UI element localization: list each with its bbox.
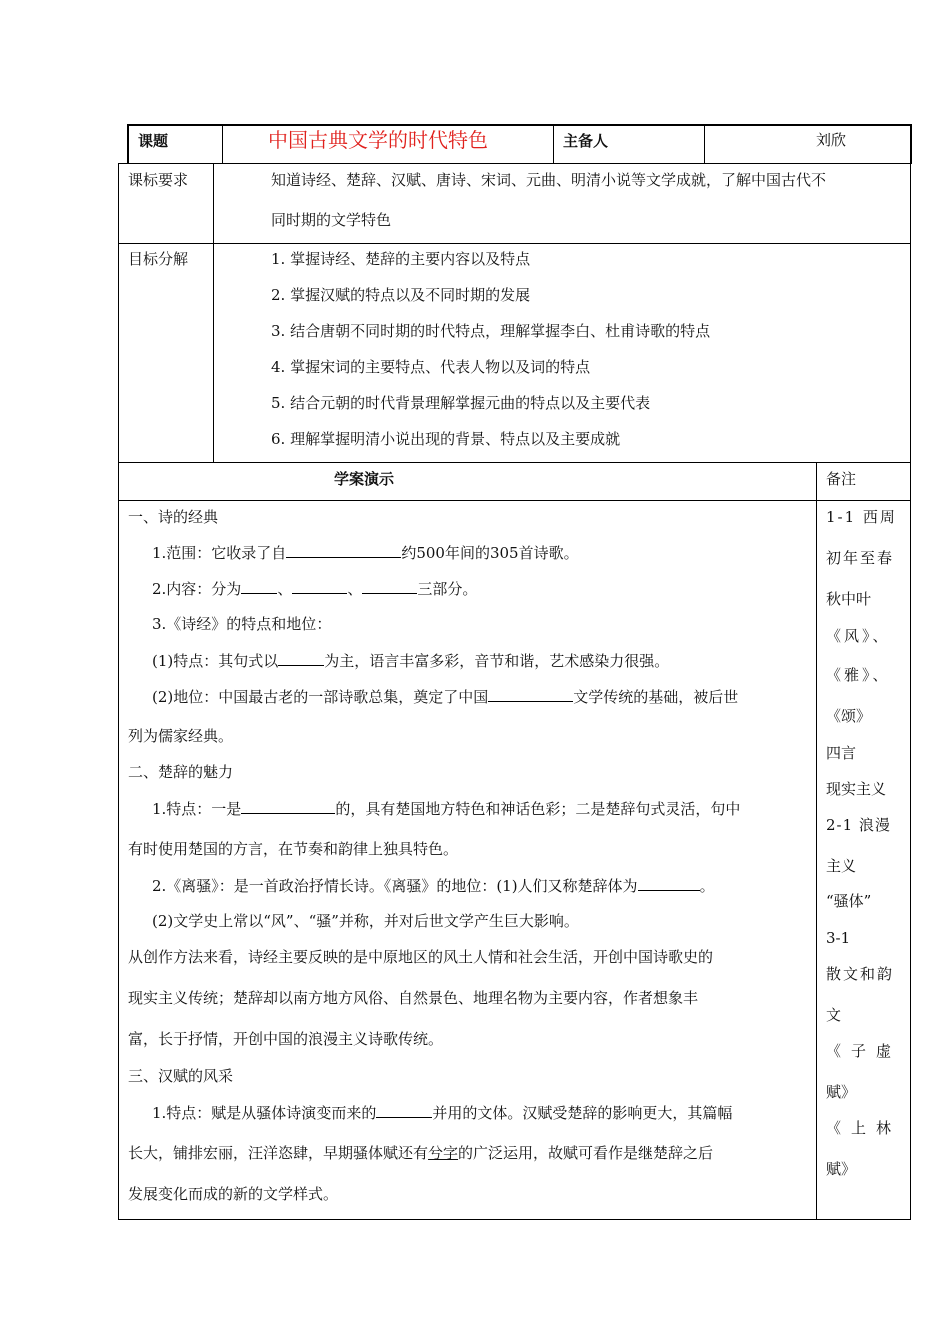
note-line: 1-1 西周 <box>826 508 897 526</box>
question-text: 2.内容：分为 <box>152 580 242 598</box>
note-line: 散文和韵 <box>826 965 895 983</box>
question-contents <box>152 578 477 599</box>
author-label: 主备人 <box>563 132 609 150</box>
standards-line-2: 同时期的文学特色 <box>271 211 392 229</box>
goals-label: 目标分解 <box>128 250 189 268</box>
question-lisao <box>152 875 715 896</box>
section-2-title: 二、楚辞的魅力 <box>128 763 234 781</box>
note-line: 《子虚 <box>826 1042 902 1060</box>
note-line: 《风》、 <box>826 627 891 645</box>
question-text: 的，具有楚国地方特色和神话色彩；二是楚辞句式灵活，句中 <box>335 800 741 818</box>
section-1-title: 一、诗的经典 <box>128 508 219 526</box>
note-line: 主义 <box>826 857 857 875</box>
question-text: 。 <box>699 877 715 895</box>
note-line: 秋中叶 <box>826 590 872 608</box>
answer-blank[interactable] <box>278 650 324 666</box>
answer-blank[interactable] <box>638 875 700 891</box>
goal-item: 3. 结合唐朝不同时期的时代特点，理解掌握李白、杜甫诗歌的特点 <box>271 322 711 340</box>
question-hanfu-feature <box>152 1102 732 1123</box>
goal-item: 4. 掌握宋词的主要特点、代表人物以及词的特点 <box>271 358 591 376</box>
question-range <box>152 542 579 563</box>
question-text: 、 <box>347 580 363 598</box>
paragraph-line: 现实主义传统；楚辞却以南方地方风俗、自然景色、地理名物为主要内容，作者想象丰 <box>128 989 699 1007</box>
answer-blank[interactable] <box>362 578 417 594</box>
standards-line-1: 知道诗经、楚辞、汉赋、唐诗、宋词、元曲、明清小说等文学成就，了解中国古代不 <box>271 171 827 189</box>
standards-label: 课标要求 <box>128 171 189 189</box>
goal-item: 1. 掌握诗经、楚辞的主要内容以及特点 <box>271 250 531 268</box>
section-notes-heading: 备注 <box>826 470 857 488</box>
question-text: (2)文学史上常以“风”、“骚”并称，并对后世文学产生巨大影响。 <box>152 912 579 930</box>
goal-item: 6. 理解掌握明清小说出现的背景、特点以及主要成就 <box>271 430 621 448</box>
question-text: 、 <box>277 580 293 598</box>
note-line: 《雅》、 <box>826 666 891 684</box>
note-line: 3-1 <box>826 929 851 947</box>
answer-blank[interactable] <box>241 578 277 594</box>
question-status <box>152 686 738 707</box>
question-text: 的广泛运用，故赋可看作是继楚辞之后 <box>458 1144 714 1162</box>
question-text: 有时使用楚国的方言，在节奏和韵律上独具特色。 <box>128 840 459 858</box>
section-main-heading: 学案演示 <box>334 470 395 488</box>
question-feature <box>152 650 669 671</box>
note-line: 初年至春 <box>826 549 895 567</box>
note-line: 文 <box>826 1006 842 1024</box>
question-heading: 3.《诗经》的特点和地位： <box>152 615 332 633</box>
question-text: (2)地位：中国最古老的一部诗歌总集，奠定了中国 <box>152 688 489 706</box>
question-text: 约500年间的305首诗歌。 <box>401 544 579 562</box>
paragraph-line: 富，长于抒情，开创中国的浪漫主义诗歌传统。 <box>128 1030 444 1048</box>
question-chuci-feature <box>152 798 740 819</box>
note-line: 现实主义 <box>826 780 887 798</box>
question-text: 三部分。 <box>417 580 478 598</box>
note-line: 赋》 <box>826 1083 857 1101</box>
note-line: 2-1 浪漫 <box>826 816 891 834</box>
question-text: 发展变化而成的新的文学样式。 <box>128 1185 339 1203</box>
note-line: 《颂》 <box>826 707 872 725</box>
goal-item: 5. 结合元朝的时代背景理解掌握元曲的特点以及主要代表 <box>271 394 651 412</box>
topic-label: 课题 <box>138 132 169 150</box>
topic-title: 中国古典文学的时代特色 <box>268 128 488 152</box>
goal-item: 2. 掌握汉赋的特点以及不同时期的发展 <box>271 286 531 304</box>
answer-blank[interactable] <box>488 686 573 702</box>
question-hanfu-line-2 <box>128 1143 713 1163</box>
paragraph-line: 从创作方法来看，诗经主要反映的是中原地区的风土人情和社会生活，开创中国诗歌史的 <box>128 948 714 966</box>
question-text: 1.特点：赋是从骚体诗演变而来的 <box>152 1104 377 1122</box>
question-text: 列为儒家经典。 <box>128 727 234 745</box>
underlined-term: 兮字 <box>428 1144 459 1162</box>
note-line: 赋》 <box>826 1160 857 1178</box>
question-text: 1.范围：它收录了自 <box>152 544 287 562</box>
question-text: 2.《离骚》：是一首政治抒情长诗。《离骚》的地位：(1)人们又称楚辞体为 <box>152 877 638 895</box>
question-text: 并用的文体。汉赋受楚辞的影响更大，其篇幅 <box>432 1104 733 1122</box>
question-text: 长大，铺排宏丽，汪洋恣肆，早期骚体赋还有 <box>128 1144 429 1162</box>
note-line: “骚体” <box>826 892 872 910</box>
note-line: 四言 <box>826 744 857 762</box>
question-text: 1.特点：一是 <box>152 800 242 818</box>
note-line: 《上林 <box>826 1119 902 1137</box>
author-name: 刘欣 <box>816 131 847 149</box>
answer-blank[interactable] <box>292 578 347 594</box>
question-text: 文学传统的基础，被后世 <box>573 688 739 706</box>
section-3-title: 三、汉赋的风采 <box>128 1067 234 1085</box>
question-text: (1)特点：其句式以 <box>152 652 279 670</box>
question-text: 为主，语言丰富多彩，音节和谐，艺术感染力很强。 <box>324 652 670 670</box>
answer-blank[interactable] <box>376 1102 432 1118</box>
answer-blank[interactable] <box>241 798 335 814</box>
answer-blank[interactable] <box>286 542 401 558</box>
